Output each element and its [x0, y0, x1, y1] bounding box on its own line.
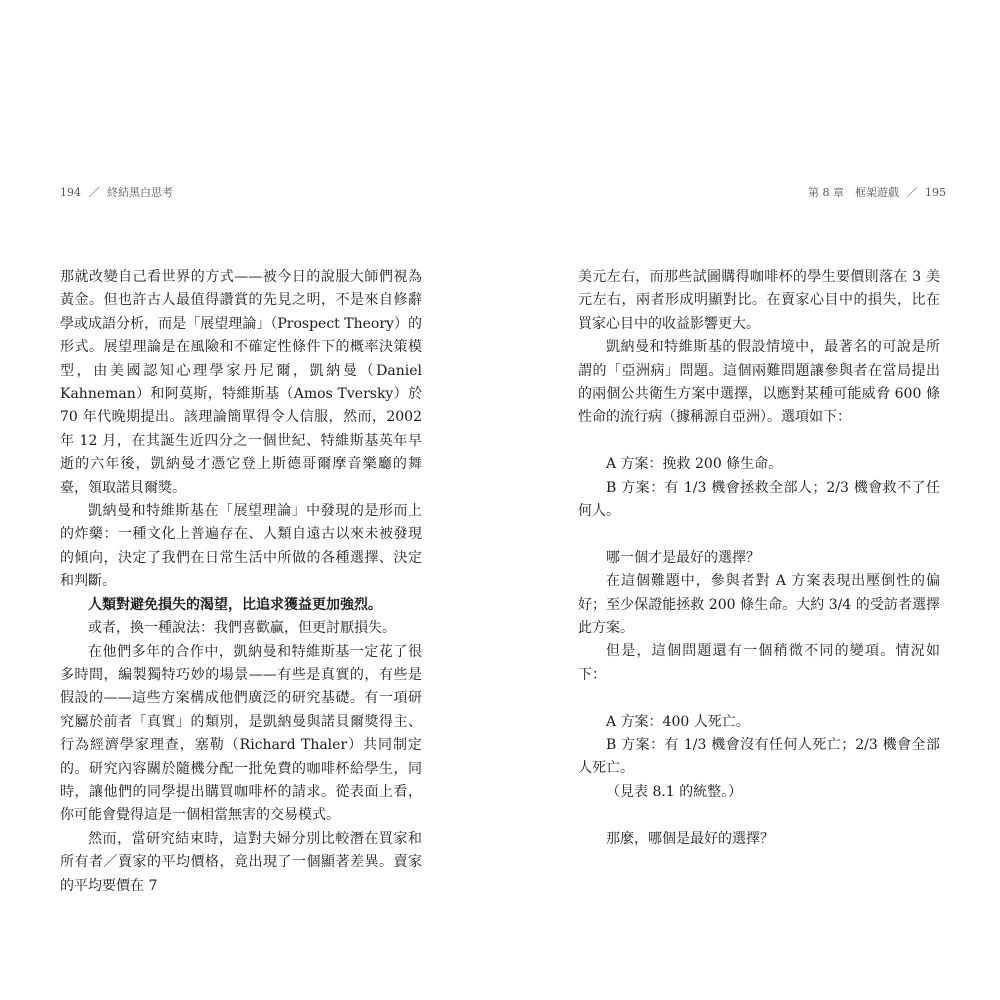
paragraph: 凱納曼和特維斯基在「展望理論」中發現的是形而上的炸藥：一種文化上普遍存在、人類自遠古以來未被發現的傾向，決定了我們在日常生活中所做的各種選擇、決定和判斷。 — [60, 503, 422, 590]
paragraph: 或者，換一種說法：我們喜歡贏，但更討厭損失。 — [88, 620, 396, 637]
page-number-right: 195 — [925, 186, 946, 199]
paragraph: 哪一個才是最好的選擇？ — [606, 549, 760, 566]
paragraph: 在這個難題中，參與者對 A 方案表現出壓倒性的偏好；至少保證能拯救 200 條生命。大約 3/4 的受訪者選擇此方案。 — [578, 573, 940, 637]
option-a-second: A 方案：400 人死亡。 — [606, 713, 750, 730]
paragraph: 在他們多年的合作中，凱納曼和特維斯基一定花了很多時間，編製獨特巧妙的場景——有些是真實的，有些是假設的——這些方案構成他們廣泛的研究基礎。有一項研究屬於前者「真實」的類別，是凱納曼與諾貝爾獎得主、行為經濟學家理查，塞勒（Richard Thaler）共同制定的。研究內容關於隨機分配一批免費的咖啡杯給學生，同時，讓他們的同學提出購買咖啡杯的請求。從表面上看，你可能會覺得這是一個相當無害的交易模式。 — [60, 643, 422, 824]
right-page-body — [578, 266, 940, 851]
page-number-left: 194 — [60, 186, 81, 199]
emphasis-statement: 人類對避免損失的渴望，比追求獲益更加強烈。 — [88, 596, 382, 613]
paragraph: 凱納曼和特維斯基的假設情境中，最著名的可說是所謂的「亞洲病」問題。這個兩難問題讓參與者在當局提出的兩個公共衛生方案中選擇，以應對某種可能威脅 600 條性命的流行病（據稱源自亞洲）。選項如下： — [578, 339, 940, 426]
paragraph: 那麼，哪個是最好的選擇？ — [606, 830, 774, 847]
spacer — [578, 804, 940, 827]
header-separator-left: ／ — [88, 186, 100, 199]
spacer — [578, 430, 940, 453]
running-header-right — [808, 184, 950, 200]
paragraph: 美元左右，而那些試圖購得咖啡杯的學生要價則落在 3 美元左右，兩者形成明顯對比。在賣家心目中的損失，比在買家心目中的收益影響更大。 — [578, 269, 940, 332]
option-a-first: A 方案：挽救 200 條生命。 — [606, 456, 783, 473]
book-title: 終結黑白思考 — [107, 186, 173, 199]
running-header-left — [60, 184, 177, 200]
chapter-title: 第 8 章 框架遊戲 — [808, 186, 899, 199]
option-b-first: B 方案：有 1/3 機會拯救全部人；2/3 機會救不了任何人。 — [578, 479, 940, 520]
table-reference-note: （見表 8.1 的統整。） — [606, 783, 743, 800]
header-separator-right: ／ — [906, 186, 918, 199]
spacer — [578, 523, 940, 546]
option-b-second: B 方案：有 1/3 機會沒有任何人死亡；2/3 機會全部人死亡。 — [578, 737, 940, 777]
paragraph: 然而，當研究結束時，這對夫婦分別比較潛在買家和所有者／賣家的平均價格，竟出現了一個顯著差異。賣家的平均要價在 7 — [60, 830, 422, 894]
paragraph: 那就改變自己看世界的方式——被今日的說服大師們視為黃金。但也許古人最值得讚賞的先見之明，不是來自修辭學或成語分析，而是「展望理論」（Prospect Theory）的形式。展望理論是在風險和不確定性條件下的概率決策模型，由美國認知心理學家丹尼爾，凱納曼（Daniel Kahneman）和阿莫斯，特維斯基（Amos Tversky）於 70 年代晚期提出。該理論簡單得令人信服，然而，2002 年 12 月，在其誕生近四分之一個世紀、特維斯基英年早逝的六年後，凱納曼才憑它登上斯德哥爾摩音樂廳的舞臺，領取諾貝爾獎。 — [60, 269, 422, 496]
spacer — [578, 687, 940, 710]
left-page-body — [60, 266, 422, 898]
paragraph: 但是，這個問題還有一個稍微不同的變項。情況如下： — [578, 643, 940, 683]
